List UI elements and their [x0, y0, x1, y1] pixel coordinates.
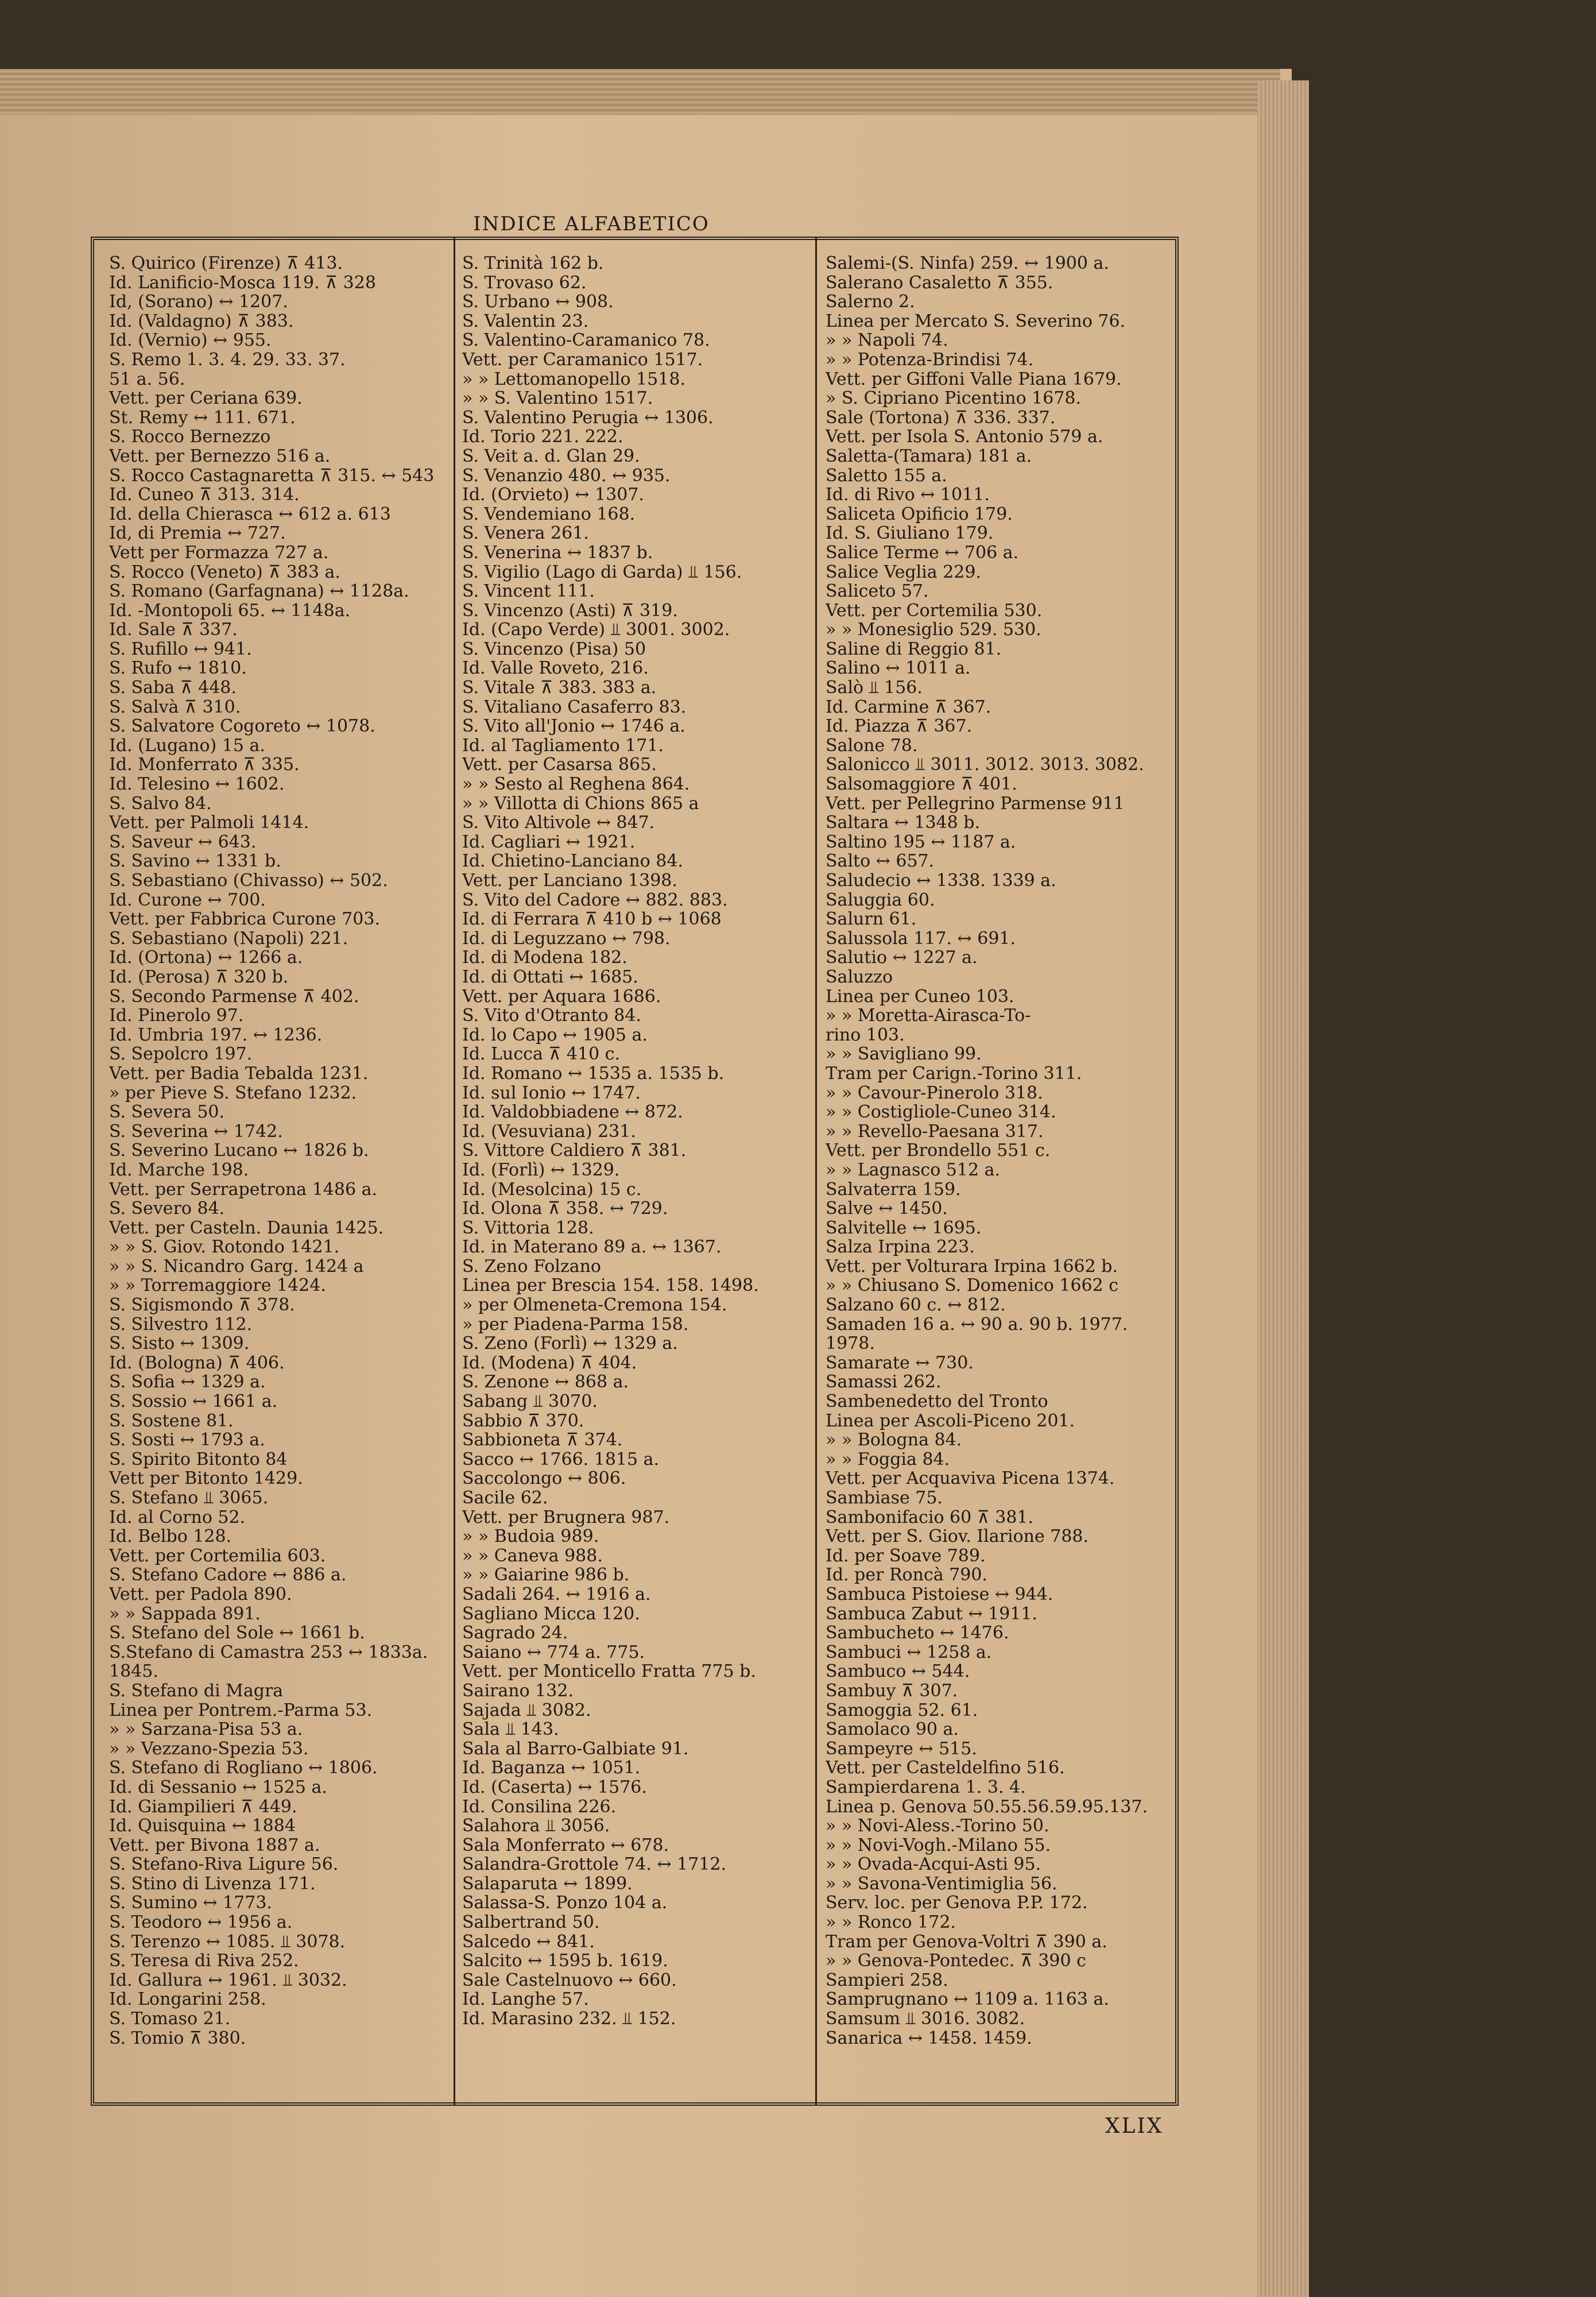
index-entry: Id. (Perosa) ⊼ 320 b. [109, 967, 289, 987]
index-entry: Tram per Carign.-Torino 311. [826, 1064, 1082, 1084]
page-side-edges [1257, 80, 1309, 2297]
index-entry: Id. Chietino-Lanciano 84. [462, 852, 683, 871]
index-entry: Id. Quisquina ↔ 1884 [109, 1816, 296, 1836]
index-entry: Vett. per Cortemilia 603. [109, 1546, 326, 1566]
index-entry: Sabbio ⊼ 370. [462, 1411, 584, 1431]
index-entry: » » Cavour-Pinerolo 318. [826, 1083, 1043, 1103]
index-entry: Salone 78. [826, 736, 918, 756]
index-entry: Salice Terme ↔ 706 a. [826, 543, 1019, 563]
index-entry: Id. Gallura ↔ 1961. ⫫ 3032. [109, 1970, 347, 1990]
index-entry: » » S. Nicandro Garg. 1424 a [109, 1256, 364, 1277]
index-entry: Salutio ↔ 1227 a. [826, 948, 978, 968]
index-entry: Id. Lanificio-Mosca 119. ⊼ 328 [109, 273, 376, 293]
index-entry: » » Budoia 989. [462, 1527, 599, 1546]
index-entry: Sagliano Micca 120. [462, 1604, 640, 1624]
index-entry: » » Napoli 74. [826, 331, 948, 350]
index-entry: » » Potenza-Brindisi 74. [826, 350, 1034, 370]
index-entry: Id. per Roncà 790. [826, 1565, 987, 1585]
index-entry: 1845. [109, 1662, 158, 1681]
index-entry: » » Costigliole-Cuneo 314. [826, 1103, 1056, 1122]
index-entry: S. Sumino ↔ 1773. [109, 1893, 272, 1913]
index-entry: S. Tomio ⊼ 380. [109, 2028, 246, 2048]
index-entry: Vett. per Monticello Fratta 775 b. [462, 1662, 756, 1681]
index-entry: Sambuci ↔ 1258 a. [826, 1642, 992, 1662]
index-entry: Salbertrand 50. [462, 1913, 600, 1932]
index-entry: S. Stefano di Magra [109, 1681, 284, 1701]
index-entry: S. Severina ↔ 1742. [109, 1122, 283, 1142]
index-entry: Vett. per Bernezzo 516 a. [109, 446, 331, 466]
index-entry: Id. (Lugano) 15 a. [109, 736, 265, 756]
index-entry: Sambiase 75. [826, 1488, 943, 1508]
index-entry: » » Revello-Paesana 317. [826, 1122, 1044, 1142]
index-entry: Vett. per Giffoni Valle Piana 1679. [826, 369, 1122, 389]
index-entry: Sambuca Zabut ↔ 1911. [826, 1604, 1038, 1624]
index-entry: Id. di Sessanio ↔ 1525 a. [109, 1777, 327, 1797]
index-entry: Linea per Ascoli-Piceno 201. [826, 1411, 1075, 1431]
index-entry: Linea per Pontrem.-Parma 53. [109, 1700, 373, 1720]
index-entry: » per Piadena-Parma 158. [462, 1314, 689, 1335]
index-entry: Vett. per Badia Tebalda 1231. [109, 1064, 369, 1084]
index-entry: Tram per Genova-Voltri ⊼ 390 a. [826, 1932, 1107, 1952]
index-entry: » » Savona-Ventimiglia 56. [826, 1874, 1057, 1894]
index-entry: S. Saba ⊼ 448. [109, 678, 237, 698]
index-entry: S. Sepolcro 197. [109, 1045, 253, 1064]
index-entry: Id. (Mesolcina) 15 c. [462, 1180, 642, 1200]
index-entry: Id. di Ottati ↔ 1685. [462, 967, 638, 987]
index-entry: Id. Curone ↔ 700. [109, 890, 266, 910]
index-entry: Sambuca Pistoiese ↔ 944. [826, 1584, 1053, 1604]
index-entry: Id. -Montopoli 65. ↔ 1148a. [109, 601, 351, 621]
index-entry: Id. (Vesuviana) 231. [462, 1122, 636, 1142]
index-entry: Salcedo ↔ 841. [462, 1932, 595, 1952]
index-entry: Id. Langhe 57. [462, 1990, 589, 2010]
index-entry: St. Remy ↔ 111. 671. [109, 408, 296, 428]
index-entry: Id. Marasino 232. ⫫ 152. [462, 2009, 676, 2029]
index-entry: Sala Monferrato ↔ 678. [462, 1835, 669, 1855]
index-entry: Vett. per Caramanico 1517. [462, 350, 703, 370]
index-entry: Sambucheto ↔ 1476. [826, 1623, 1009, 1643]
index-entry: Saluzzo [826, 967, 893, 987]
index-entry: Sagrado 24. [462, 1623, 568, 1643]
index-entry: Id. Baganza ↔ 1051. [462, 1758, 641, 1778]
index-entry: » » Lagnasco 512 a. [826, 1160, 1001, 1180]
index-entry: Samaden 16 a. ↔ 90 a. 90 b. 1977. [826, 1314, 1128, 1335]
index-entry: S. Sosti ↔ 1793 a. [109, 1430, 265, 1450]
index-entry: Salonicco ⫫ 3011. 3012. 3013. 3082. [826, 755, 1144, 775]
index-entry: Id. Monferrato ⊼ 335. [109, 755, 300, 775]
index-entry: Vett. per Acquaviva Picena 1374. [826, 1469, 1115, 1488]
index-entry: Salassa-S. Ponzo 104 a. [462, 1893, 668, 1913]
index-column-3 [826, 254, 1170, 2048]
index-entry: Id. Torio 221. 222. [462, 427, 623, 447]
index-entry: » » Foggia 84. [826, 1449, 950, 1470]
index-entry: Vett. per Padola 890. [109, 1584, 292, 1604]
index-entry: S. Zenone ↔ 868 a. [462, 1372, 629, 1393]
index-entry: Vett per Bitonto 1429. [109, 1469, 303, 1488]
index-entry: S. Veit a. d. Glan 29. [462, 446, 640, 466]
index-entry: S. Rufo ↔ 1810. [109, 659, 247, 679]
index-entry: Id. Olona ⊼ 358. ↔ 729. [462, 1199, 668, 1219]
index-entry: Salza Irpina 223. [826, 1238, 975, 1257]
index-entry: S. Severino Lucano ↔ 1826 b. [109, 1141, 369, 1161]
index-entry: Id. (Modena) ⊼ 404. [462, 1353, 637, 1373]
index-entry: S. Zeno (Forlì) ↔ 1329 a. [462, 1334, 678, 1354]
index-entry: S. Vincenzo (Pisa) 50 [462, 639, 646, 659]
index-entry: Id. lo Capo ↔ 1905 a. [462, 1025, 648, 1045]
index-entry: Samassi 262. [826, 1372, 942, 1393]
index-entry: Id. Longarini 258. [109, 1990, 266, 2010]
index-entry: Vett. per Bivona 1887 a. [109, 1835, 320, 1855]
index-entry: S. Teresa di Riva 252. [109, 1951, 299, 1971]
index-entry: Id. Cuneo ⊼ 313. 314. [109, 485, 300, 505]
index-entry: » » Genova-Pontedec. ⊼ 390 c [826, 1951, 1086, 1971]
index-entry: S. Sofia ↔ 1329 a. [109, 1372, 266, 1393]
index-entry: S. Valentino-Caramanico 78. [462, 331, 710, 350]
index-entry: Id. Giampilieri ⊼ 449. [109, 1797, 297, 1817]
index-entry: S. Vitaliano Casaferro 83. [462, 697, 687, 717]
index-entry: S. Salvo 84. [109, 794, 212, 814]
index-entry: S. Stefano ⫫ 3065. [109, 1488, 269, 1508]
index-entry: S. Vittore Caldiero ⊼ 381. [462, 1141, 687, 1161]
index-entry: Linea per Mercato S. Severino 76. [826, 311, 1126, 331]
index-entry: S. Salvatore Cogoreto ↔ 1078. [109, 717, 375, 736]
index-entry: Vett per Formazza 727 a. [109, 543, 329, 563]
index-entry: » » Sarzana-Pisa 53 a. [109, 1720, 303, 1739]
page-number: XLIX [1105, 2114, 1164, 2138]
index-entry: Salvaterra 159. [826, 1180, 961, 1200]
index-entry: Id. al Corno 52. [109, 1507, 246, 1528]
index-entry: Sambuco ↔ 544. [826, 1662, 970, 1681]
index-entry: Saccolongo ↔ 806. [462, 1469, 626, 1488]
index-entry: Sairano 132. [462, 1681, 574, 1701]
index-entry: Id. di Rivo ↔ 1011. [826, 485, 990, 505]
index-entry: S. Sostene 81. [109, 1411, 234, 1431]
index-entry: Id. della Chierasca ↔ 612 a. 613 [109, 504, 391, 524]
index-entry: Sampieri 258. [826, 1970, 948, 1990]
column-divider-2 [815, 237, 817, 2106]
index-entry: Sacile 62. [462, 1488, 548, 1508]
index-entry: Salto ↔ 657. [826, 852, 935, 871]
index-entry: Vett. per Volturara Irpina 1662 b. [826, 1256, 1118, 1277]
index-entry: S. Remo 1. 3. 4. 29. 33. 37. [109, 350, 346, 370]
index-entry: Sacco ↔ 1766. 1815 a. [462, 1449, 660, 1470]
index-entry: Saiano ↔ 774 a. 775. [462, 1642, 645, 1662]
index-entry: 51 a. 56. [109, 369, 185, 389]
index-entry: Saline di Reggio 81. [826, 639, 1002, 659]
index-entry: Id. di Modena 182. [462, 948, 627, 968]
index-entry: S. Savino ↔ 1331 b. [109, 852, 281, 871]
column-divider-1 [454, 237, 455, 2106]
index-entry: Salussola 117. ↔ 691. [826, 929, 1016, 949]
index-entry: S. Teodoro ↔ 1956 a. [109, 1913, 293, 1932]
index-entry: S. Sebastiano (Chivasso) ↔ 502. [109, 871, 388, 891]
index-entry: Salino ↔ 1011 a. [826, 659, 971, 679]
index-entry: Saliceta Opificio 179. [826, 504, 1013, 524]
index-entry: S. Vito Altivole ↔ 847. [462, 813, 655, 833]
index-entry: Salve ↔ 1450. [826, 1199, 948, 1219]
index-entry: Salerano Casaletto ⊼ 355. [826, 273, 1053, 293]
index-entry: Id. (Vernio) ↔ 955. [109, 331, 272, 350]
index-entry: Samsum ⫫ 3016. 3082. [826, 2009, 1025, 2029]
index-entry: Id. Valdobbiadene ↔ 872. [462, 1103, 683, 1122]
index-entry: S. Vendemiano 168. [462, 504, 636, 524]
index-entry: Linea per Brescia 154. 158. 1498. [462, 1276, 759, 1296]
index-entry: Id. al Tagliamento 171. [462, 736, 664, 756]
index-entry: Id. Romano ↔ 1535 a. 1535 b. [462, 1064, 725, 1084]
index-entry: Id. di Ferrara ⊼ 410 b ↔ 1068 [462, 910, 722, 929]
index-entry: Id. Carmine ⊼ 367. [826, 697, 991, 717]
index-entry: S. Secondo Parmense ⊼ 402. [109, 987, 359, 1007]
index-entry: S. Rufillo ↔ 941. [109, 639, 252, 659]
index-entry: Saltara ↔ 1348 b. [826, 813, 981, 833]
index-entry: » » Moretta-Airasca-To- [826, 1006, 1031, 1026]
index-entry: Id, di Premia ↔ 727. [109, 524, 286, 543]
index-entry: » » Chiusano S. Domenico 1662 c [826, 1276, 1119, 1296]
index-entry: Id. Lucca ⊼ 410 c. [462, 1045, 621, 1064]
index-entry: » » Lettomanopello 1518. [462, 369, 685, 389]
index-entry: Samoggia 52. 61. [826, 1700, 978, 1720]
index-entry: Id, (Sorano) ↔ 1207. [109, 292, 288, 312]
index-entry: » » Gaiarine 986 b. [462, 1565, 630, 1585]
index-entry: Id. Umbria 197. ↔ 1236. [109, 1025, 323, 1045]
index-entry: Id. Telesino ↔ 1602. [109, 775, 285, 794]
index-entry: S. Salvà ⊼ 310. [109, 697, 241, 717]
index-entry: Salahora ⫫ 3056. [462, 1816, 610, 1836]
index-entry: Linea p. Genova 50.55.56.59.95.137. [826, 1797, 1148, 1817]
index-entry: Sambuy ⊼ 307. [826, 1681, 958, 1701]
index-entry: » » Bologna 84. [826, 1430, 962, 1450]
index-entry: S. Sisto ↔ 1309. [109, 1334, 250, 1354]
index-entry: Vett. per Lanciano 1398. [462, 871, 677, 891]
index-entry: S. Quirico (Firenze) ⊼ 413. [109, 254, 343, 273]
index-entry: » » Ronco 172. [826, 1913, 956, 1932]
index-entry: S. Vito del Cadore ↔ 882. 883. [462, 890, 728, 910]
index-entry: Saltino 195 ↔ 1187 a. [826, 832, 1016, 852]
index-entry: » » Sesto al Reghena 864. [462, 775, 690, 794]
index-entry: S. Saveur ↔ 643. [109, 832, 257, 852]
index-entry: S. Vitale ⊼ 383. 383 a. [462, 678, 657, 698]
index-entry: S. Valentino Perugia ↔ 1306. [462, 408, 714, 428]
index-entry: S. Venanzio 480. ↔ 935. [462, 466, 671, 486]
index-entry: » » S. Valentino 1517. [462, 389, 653, 408]
index-entry: Id. (Ortona) ↔ 1266 a. [109, 948, 303, 968]
index-entry: Salemi-(S. Ninfa) 259. ↔ 1900 a. [826, 254, 1109, 273]
index-entry: Salvitelle ↔ 1695. [826, 1218, 982, 1238]
index-entry: Id. per Soave 789. [826, 1546, 986, 1566]
index-entry: Id. (Bologna) ⊼ 406. [109, 1353, 285, 1373]
index-entry: S. Vito d'Otranto 84. [462, 1006, 641, 1026]
index-entry: Samarate ↔ 730. [826, 1353, 974, 1373]
index-column-1 [109, 254, 454, 2048]
index-entry: Salice Veglia 229. [826, 562, 981, 582]
index-entry: Saletta-(Tamara) 181 a. [826, 446, 1032, 466]
index-entry: rino 103. [826, 1025, 905, 1045]
index-entry: » » Sappada 891. [109, 1604, 261, 1624]
index-entry: » S. Cipriano Picentino 1678. [826, 389, 1082, 408]
index-entry: Salaparuta ↔ 1899. [462, 1874, 633, 1894]
index-entry: S. Venera 261. [462, 524, 589, 543]
page-header-title: INDICE ALFABETICO [473, 212, 710, 235]
index-entry: S. Stino di Livenza 171. [109, 1874, 316, 1894]
index-entry: Salurn 61. [826, 910, 917, 929]
index-entry: Sambenedetto del Tronto [826, 1392, 1048, 1412]
index-entry: Salsomaggiore ⊼ 401. [826, 775, 1017, 794]
index-entry: S. Urbano ↔ 908. [462, 292, 614, 312]
index-entry: Samolaco 90 a. [826, 1720, 959, 1739]
index-entry: Vett. per Palmoli 1414. [109, 813, 309, 833]
index-entry: Salò ⫫ 156. [826, 678, 923, 698]
index-entry: Id. sul Ionio ↔ 1747. [462, 1083, 641, 1103]
index-entry: Id. (Forlì) ↔ 1329. [462, 1160, 620, 1180]
index-entry: Linea per Cuneo 103. [826, 987, 1014, 1007]
index-entry: Vett. per Pellegrino Parmense 911 [826, 794, 1125, 814]
index-entry: » » Caneva 988. [462, 1546, 603, 1566]
index-entry: » » Savigliano 99. [826, 1045, 982, 1064]
index-entry: S. Vincent 111. [462, 582, 595, 601]
index-entry: S. Vito all'Jonio ↔ 1746 a. [462, 717, 685, 736]
index-entry: Vett. per S. Giov. Ilarione 788. [826, 1527, 1089, 1546]
index-entry: Id. di Leguzzano ↔ 798. [462, 929, 671, 949]
index-entry: Sale (Tortona) ⊼ 336. 337. [826, 408, 1056, 428]
index-entry: S. Tomaso 21. [109, 2009, 231, 2029]
index-entry: Saluggia 60. [826, 890, 935, 910]
index-entry: Id. Cagliari ↔ 1921. [462, 832, 636, 852]
index-entry: » » Vezzano-Spezia 53. [109, 1739, 309, 1759]
index-entry: S. Stefano Cadore ↔ 886 a. [109, 1565, 347, 1585]
index-entry: Sadali 264. ↔ 1916 a. [462, 1584, 651, 1604]
index-entry: Vett. per Ceriana 639. [109, 389, 303, 408]
index-entry: S. Trovaso 62. [462, 273, 587, 293]
index-entry: Vett. per Casteln. Daunia 1425. [109, 1218, 384, 1238]
index-entry: Vett. per Brondello 551 c. [826, 1141, 1051, 1161]
index-entry: Vett. per Isola S. Antonio 579 a. [826, 427, 1103, 447]
index-entry: Id. Consilina 226. [462, 1797, 617, 1817]
index-entry: Sala al Barro-Galbiate 91. [462, 1739, 689, 1759]
index-entry: S. Vigilio (Lago di Garda) ⫫ 156. [462, 562, 742, 582]
index-entry: S. Severa 50. [109, 1103, 225, 1122]
index-entry: » per Olmeneta-Cremona 154. [462, 1296, 727, 1315]
index-entry: Sabang ⫫ 3070. [462, 1392, 598, 1412]
index-entry: Id. Piazza ⊼ 367. [826, 717, 973, 736]
index-entry: Id. (Valdagno) ⊼ 383. [109, 311, 294, 331]
index-entry: S. Zeno Folzano [462, 1256, 601, 1277]
index-entry: » » Torremaggiore 1424. [109, 1276, 326, 1296]
index-entry: Id. Sale ⊼ 337. [109, 620, 238, 640]
index-entry: Saliceto 57. [826, 582, 929, 601]
index-entry: » » Novi-Aless.-Torino 50. [826, 1816, 1049, 1836]
index-entry: S. Spirito Bitonto 84 [109, 1449, 288, 1470]
index-entry: Salandra-Grottole 74. ↔ 1712. [462, 1855, 727, 1874]
index-entry: S. Stefano del Sole ↔ 1661 b. [109, 1623, 365, 1643]
index-entry: » » Novi-Vogh.-Milano 55. [826, 1835, 1051, 1855]
index-entry: Samprugnano ↔ 1109 a. 1163 a. [826, 1990, 1109, 2010]
index-entry: Saludecio ↔ 1338. 1339 a. [826, 871, 1056, 891]
index-entry: S. Severo 84. [109, 1199, 225, 1219]
index-entry: » » S. Giov. Rotondo 1421. [109, 1238, 340, 1257]
index-entry: Sampeyre ↔ 515. [826, 1739, 977, 1759]
index-entry: S. Sebastiano (Napoli) 221. [109, 929, 348, 949]
index-entry: Saletto 155 a. [826, 466, 947, 486]
index-column-2 [462, 254, 807, 2029]
index-entry: Sajada ⫫ 3082. [462, 1700, 591, 1720]
index-entry: Vett. per Cortemilia 530. [826, 601, 1043, 621]
index-entry: S. Rocco Bernezzo [109, 427, 271, 447]
index-entry: S. Venerina ↔ 1837 b. [462, 543, 653, 563]
index-entry: Vett. per Brugnera 987. [462, 1507, 670, 1528]
index-entry: » » Ovada-Acqui-Asti 95. [826, 1855, 1041, 1874]
index-entry: » per Pieve S. Stefano 1232. [109, 1083, 357, 1103]
index-entry: Salzano 60 c. ↔ 812. [826, 1296, 1006, 1315]
index-entry: S. Stefano di Rogliano ↔ 1806. [109, 1758, 378, 1778]
index-entry: Id. Marche 198. [109, 1160, 249, 1180]
index-entry: Id. (Capo Verde) ⫫ 3001. 3002. [462, 620, 730, 640]
index-entry: S. Vincenzo (Asti) ⊼ 319. [462, 601, 678, 621]
index-entry: Sampierdarena 1. 3. 4. [826, 1777, 1026, 1797]
index-entry: Vett. per Aquara 1686. [462, 987, 661, 1007]
index-entry: Id. S. Giuliano 179. [826, 524, 994, 543]
index-entry: Vett. per Serrapetrona 1486 a. [109, 1180, 378, 1200]
index-entry: » » Monesiglio 529. 530. [826, 620, 1041, 640]
index-entry: » » Villotta di Chions 865 a [462, 794, 699, 814]
index-entry: Id. Pinerolo 97. [109, 1006, 244, 1026]
index-entry: Sambonifacio 60 ⊼ 381. [826, 1507, 1034, 1528]
index-entry: 1978. [826, 1334, 875, 1354]
index-entry: Sanarica ↔ 1458. 1459. [826, 2028, 1032, 2048]
index-entry: S. Vittoria 128. [462, 1218, 594, 1238]
index-entry: Sale Castelnuovo ↔ 660. [462, 1970, 677, 1990]
index-entry: Salerno 2. [826, 292, 915, 312]
index-entry: S.Stefano di Camastra 253 ↔ 1833a. [109, 1642, 428, 1662]
index-entry: Id. (Orvieto) ↔ 1307. [462, 485, 644, 505]
page-top-edges [0, 69, 1280, 115]
index-entry: S. Sigismondo ⊼ 378. [109, 1296, 295, 1315]
index-entry: Salcito ↔ 1595 b. 1619. [462, 1951, 668, 1971]
index-entry: Vett. per Casarsa 865. [462, 755, 657, 775]
index-entry: Id. Valle Roveto, 216. [462, 659, 649, 679]
index-entry: S. Silvestro 112. [109, 1314, 253, 1335]
index-entry: Sabbioneta ⊼ 374. [462, 1430, 623, 1450]
index-entry: Id. (Caserta) ↔ 1576. [462, 1777, 647, 1797]
index-entry: S. Valentin 23. [462, 311, 589, 331]
index-entry: S. Stefano-Riva Ligure 56. [109, 1855, 339, 1874]
index-entry: S. Romano (Garfagnana) ↔ 1128a. [109, 582, 409, 601]
index-entry: Serv. loc. per Genova P.P. 172. [826, 1893, 1088, 1913]
index-entry: S. Rocco Castagnaretta ⊼ 315. ↔ 543 [109, 466, 435, 486]
index-entry: S. Rocco (Veneto) ⊼ 383 a. [109, 562, 340, 582]
index-entry: Vett. per Fabbrica Curone 703. [109, 910, 381, 929]
index-entry: Sala ⫫ 143. [462, 1720, 559, 1739]
index-entry: S. Sossio ↔ 1661 a. [109, 1392, 278, 1412]
index-entry: Vett. per Casteldelfino 516. [826, 1758, 1065, 1778]
index-entry: Id. Belbo 128. [109, 1527, 232, 1546]
index-entry: Id. in Materano 89 a. ↔ 1367. [462, 1238, 722, 1257]
index-entry: S. Trinità 162 b. [462, 254, 604, 273]
index-entry: S. Terenzo ↔ 1085. ⫫ 3078. [109, 1932, 346, 1952]
